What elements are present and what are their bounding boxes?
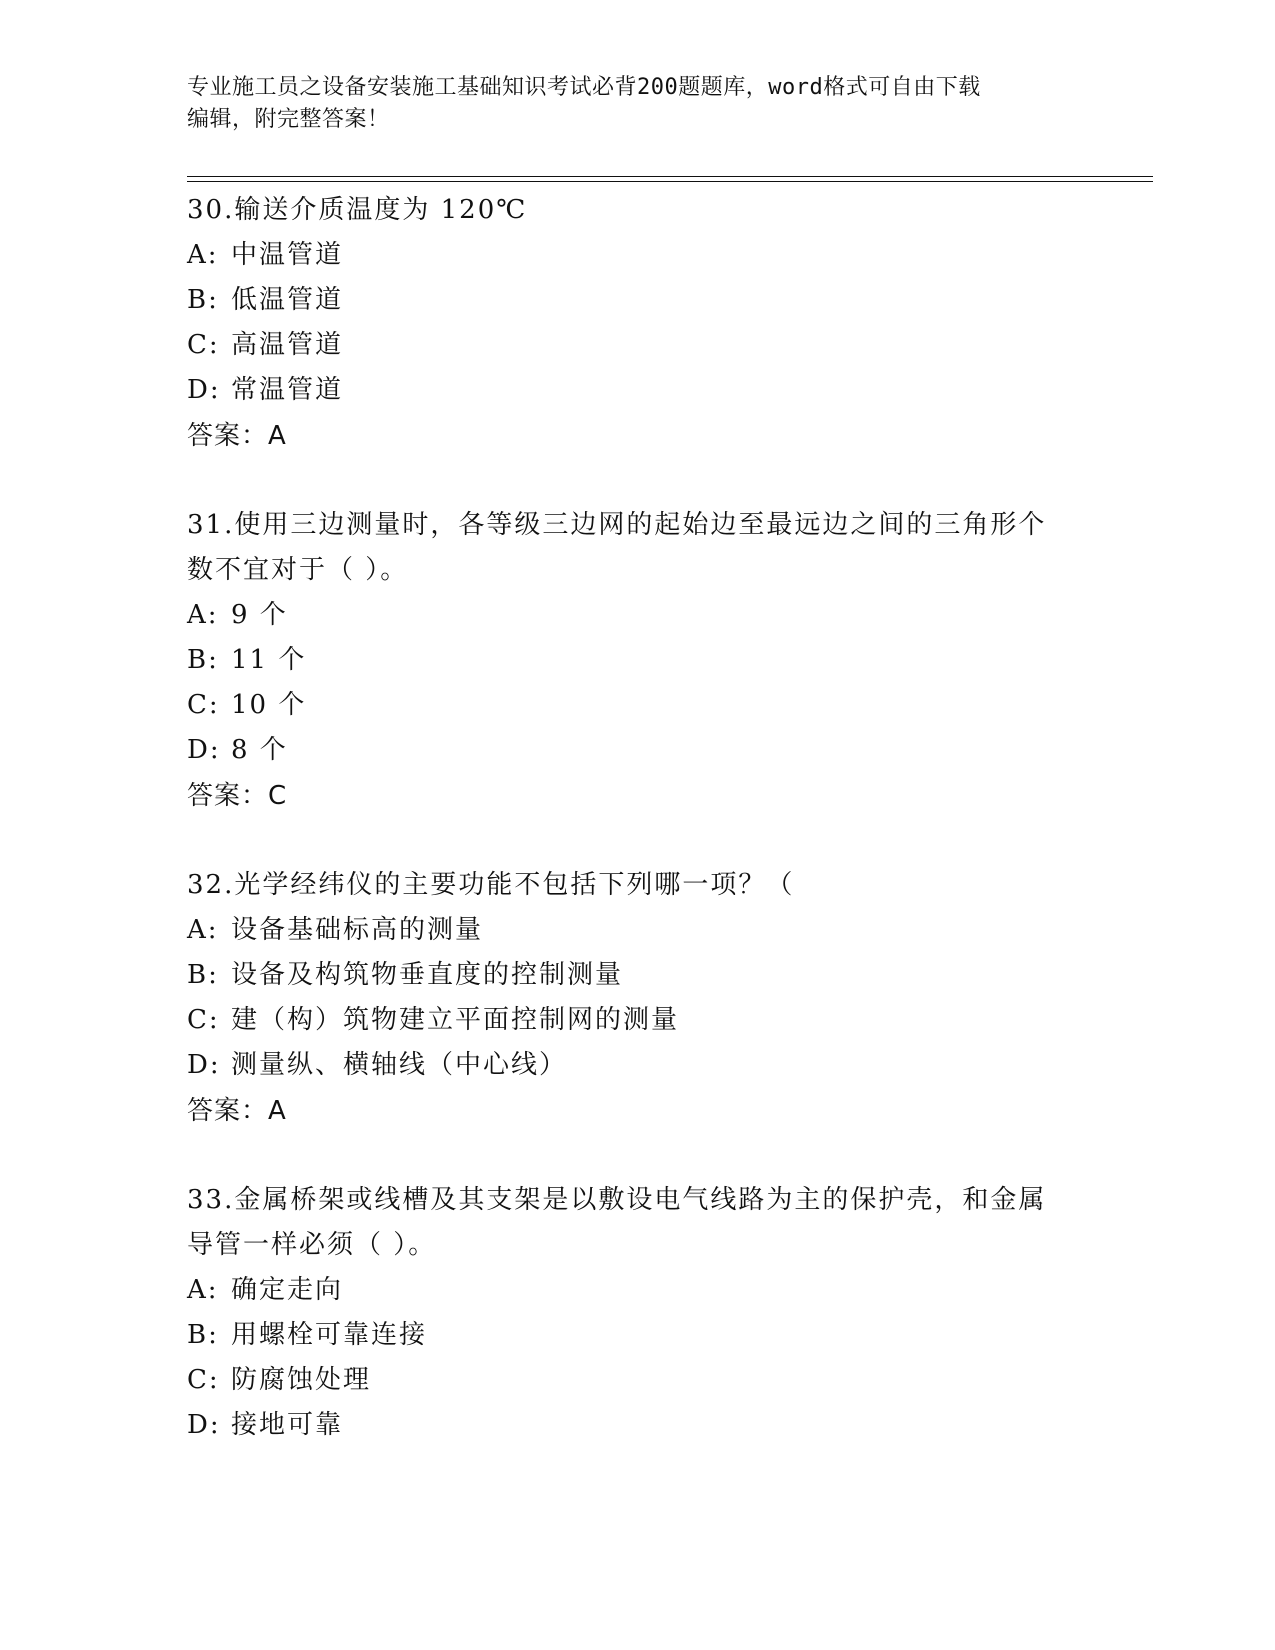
answer-option [187, 908, 1087, 953]
answer-option [187, 1313, 1087, 1358]
answer-line: 答案：A [187, 1096, 287, 1126]
answer-option [187, 1358, 1087, 1403]
question-item [187, 503, 1087, 819]
option-text: 高温管道 [231, 330, 344, 360]
option-text: 10 个 [231, 690, 307, 720]
question-item [187, 1178, 1087, 1448]
option-key: A: [187, 1275, 219, 1305]
question-stem: 数不宜对于（ ）。 [187, 555, 409, 585]
option-text: 9 个 [231, 600, 288, 630]
answer-option [187, 1403, 1087, 1448]
question-list [187, 188, 1087, 1448]
option-key: D: [187, 1050, 221, 1080]
option-text: 接地可靠 [231, 1410, 344, 1440]
option-text: 建（构）筑物建立平面控制网的测量 [231, 1005, 680, 1035]
question-stem: 31.使用三边测量时，各等级三边网的起始边至最远边之间的三角形个 [187, 510, 1047, 540]
question-stem: 30.输送介质温度为 120℃ [187, 195, 528, 225]
option-text: 测量纵、横轴线（中心线） [231, 1050, 568, 1080]
option-text: 确定走向 [231, 1275, 344, 1305]
option-key: A: [187, 600, 219, 630]
answer-option [187, 953, 1087, 998]
answer-option [187, 998, 1087, 1043]
answer-option [187, 1268, 1087, 1313]
option-text: 设备及构筑物垂直度的控制测量 [231, 960, 624, 990]
option-key: D: [187, 375, 221, 405]
option-key: B: [187, 285, 219, 315]
question-item [187, 188, 1087, 459]
option-text: 中温管道 [231, 240, 344, 270]
document-header [187, 72, 1067, 136]
option-text: 8 个 [231, 735, 288, 765]
question-item [187, 863, 1087, 1134]
answer-option [187, 1043, 1087, 1088]
option-text: 11 个 [231, 645, 307, 675]
option-text: 低温管道 [231, 285, 344, 315]
answer-option [187, 593, 1087, 638]
header-divider-bottom [187, 181, 1153, 182]
option-key: B: [187, 1320, 219, 1350]
answer-option [187, 683, 1087, 728]
header-divider-top [187, 176, 1153, 177]
option-key: C: [187, 1005, 220, 1035]
option-text: 常温管道 [231, 375, 344, 405]
option-key: C: [187, 1365, 220, 1395]
option-key: B: [187, 960, 219, 990]
answer-option [187, 638, 1087, 683]
question-stem: 32.光学经纬仪的主要功能不包括下列哪一项？（ [187, 870, 795, 900]
option-key: D: [187, 1410, 221, 1440]
question-stem: 33.金属桥架或线槽及其支架是以敷设电气线路为主的保护壳，和金属 [187, 1185, 1047, 1215]
option-key: C: [187, 690, 220, 720]
answer-option [187, 728, 1087, 773]
answer-option [187, 323, 1087, 368]
option-key: B: [187, 645, 219, 675]
option-key: D: [187, 735, 221, 765]
header-title-line-1: 专业施工员之设备安装施工基础知识考试必背200题题库，word格式可自由下载 [187, 75, 981, 100]
option-key: A: [187, 240, 219, 270]
option-key: C: [187, 330, 220, 360]
answer-line: 答案：C [187, 781, 288, 811]
question-stem: 导管一样必须（ ）。 [187, 1230, 437, 1260]
option-key: A: [187, 915, 219, 945]
option-text: 设备基础标高的测量 [231, 915, 484, 945]
header-title-line-2: 编辑，附完整答案！ [187, 107, 390, 132]
answer-line: 答案：A [187, 421, 287, 451]
option-text: 用螺栓可靠连接 [231, 1320, 428, 1350]
option-text: 防腐蚀处理 [231, 1365, 372, 1395]
answer-option [187, 368, 1087, 413]
answer-option [187, 278, 1087, 323]
answer-option [187, 233, 1087, 278]
